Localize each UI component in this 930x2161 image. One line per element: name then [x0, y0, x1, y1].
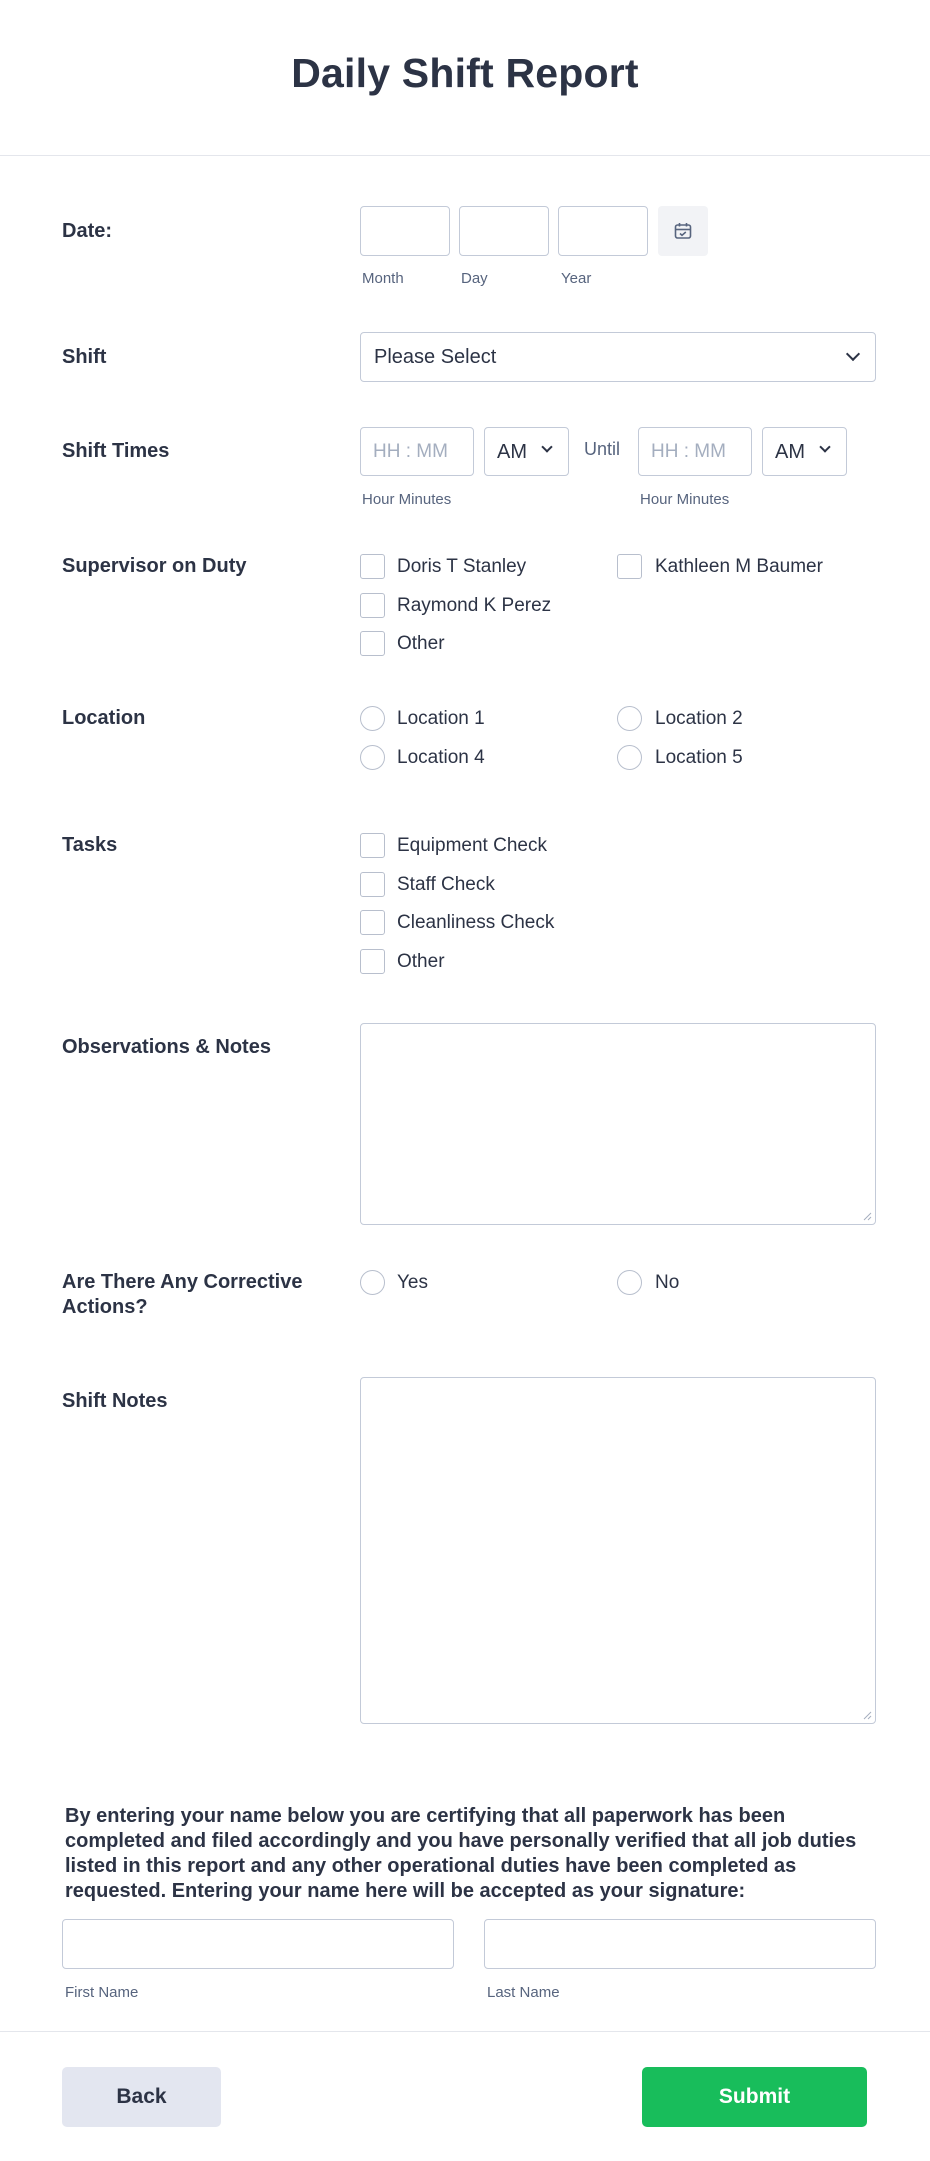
shift-select-value: Please Select	[374, 346, 497, 368]
task-checkbox-cleanliness[interactable]	[360, 910, 385, 935]
end-ampm-select[interactable]	[762, 427, 847, 476]
start-time-input[interactable]	[360, 427, 474, 476]
corrective-label-line2: Actions?	[62, 1296, 148, 1318]
last-name-sublabel: Last Name	[487, 1984, 560, 2001]
start-ampm-value: AM	[497, 441, 527, 463]
start-ampm-select[interactable]	[484, 427, 569, 476]
supervisor-label: Supervisor on Duty	[62, 555, 247, 577]
shift-notes-textarea[interactable]	[360, 1377, 876, 1724]
observations-label: Observations & Notes	[62, 1036, 271, 1058]
corrective-radio-no[interactable]	[617, 1270, 642, 1295]
page-title: Daily Shift Report	[291, 50, 639, 96]
first-name-sublabel: First Name	[65, 1984, 139, 2001]
task-checkbox-staff[interactable]	[360, 872, 385, 897]
day-input[interactable]	[459, 206, 549, 256]
end-time-placeholder: HH : MM	[651, 441, 726, 462]
supervisor-option-label: Raymond K Perez	[397, 595, 552, 616]
shift-label: Shift	[62, 346, 107, 368]
year-input[interactable]	[558, 206, 648, 256]
year-sublabel: Year	[561, 270, 592, 287]
resize-handle-icon[interactable]	[863, 1711, 872, 1720]
task-option-label: Staff Check	[397, 874, 495, 895]
shift-select[interactable]	[360, 332, 876, 382]
observations-textarea[interactable]	[360, 1023, 876, 1225]
supervisor-checkbox-raymond[interactable]	[360, 593, 385, 618]
end-time-sublabel: Hour Minutes	[640, 491, 730, 508]
certification-text: By entering your name below you are certifying that all paperwork has been completed and filed accordingly and you have personally verified that all job duties listed in this report and any other operational duties have been completed as requested. Entering your name here will be accepted as your signature:	[65, 1805, 857, 1902]
until-label: Until	[584, 439, 621, 459]
supervisor-option-label: Kathleen M Baumer	[655, 556, 823, 577]
supervisor-option-label: Other	[397, 633, 445, 654]
first-name-input[interactable]	[62, 1919, 454, 1969]
form-header	[0, 0, 930, 156]
start-time-placeholder: HH : MM	[373, 441, 448, 462]
date-label: Date:	[62, 220, 113, 242]
task-option-label: Cleanliness Check	[397, 912, 555, 933]
calendar-button[interactable]	[658, 206, 708, 256]
tasks-label: Tasks	[62, 834, 118, 856]
corrective-label-line1: Are There Any Corrective	[62, 1271, 303, 1293]
corrective-radio-yes[interactable]	[360, 1270, 385, 1295]
footer-divider	[0, 2031, 930, 2032]
day-sublabel: Day	[461, 270, 488, 287]
corrective-label	[62, 1270, 302, 1320]
location-label: Location	[62, 707, 146, 729]
task-checkbox-equipment[interactable]	[360, 833, 385, 858]
submit-button[interactable]: Submit	[642, 2067, 867, 2127]
month-input[interactable]	[360, 206, 450, 256]
location-option-label: Location 4	[397, 747, 485, 768]
location-radio-5[interactable]	[617, 745, 642, 770]
location-radio-4[interactable]	[360, 745, 385, 770]
end-ampm-value: AM	[775, 441, 805, 463]
location-option-label: Location 5	[655, 747, 743, 768]
last-name-input[interactable]	[484, 1919, 876, 1969]
location-option-label: Location 1	[397, 708, 485, 729]
chevron-down-icon	[819, 441, 830, 452]
supervisor-checkbox-doris[interactable]	[360, 554, 385, 579]
calendar-icon	[673, 221, 693, 241]
shift-times-label: Shift Times	[62, 440, 170, 462]
shift-notes-label: Shift Notes	[62, 1390, 168, 1412]
supervisor-option-label: Doris T Stanley	[397, 556, 527, 577]
chevron-down-icon	[846, 347, 860, 361]
corrective-option-label: Yes	[397, 1272, 428, 1293]
end-time-input[interactable]	[638, 427, 752, 476]
back-button[interactable]: Back	[62, 2067, 221, 2127]
resize-handle-icon[interactable]	[863, 1212, 872, 1221]
start-time-sublabel: Hour Minutes	[362, 491, 452, 508]
corrective-option-label: No	[655, 1272, 680, 1293]
chevron-down-icon	[541, 441, 552, 452]
task-option-label: Equipment Check	[397, 835, 547, 856]
task-checkbox-other[interactable]	[360, 949, 385, 974]
month-sublabel: Month	[362, 270, 404, 287]
supervisor-checkbox-other[interactable]	[360, 631, 385, 656]
location-radio-2[interactable]	[617, 706, 642, 731]
location-option-label: Location 2	[655, 708, 743, 729]
task-option-label: Other	[397, 951, 445, 972]
location-radio-1[interactable]	[360, 706, 385, 731]
supervisor-checkbox-kathleen[interactable]	[617, 554, 642, 579]
